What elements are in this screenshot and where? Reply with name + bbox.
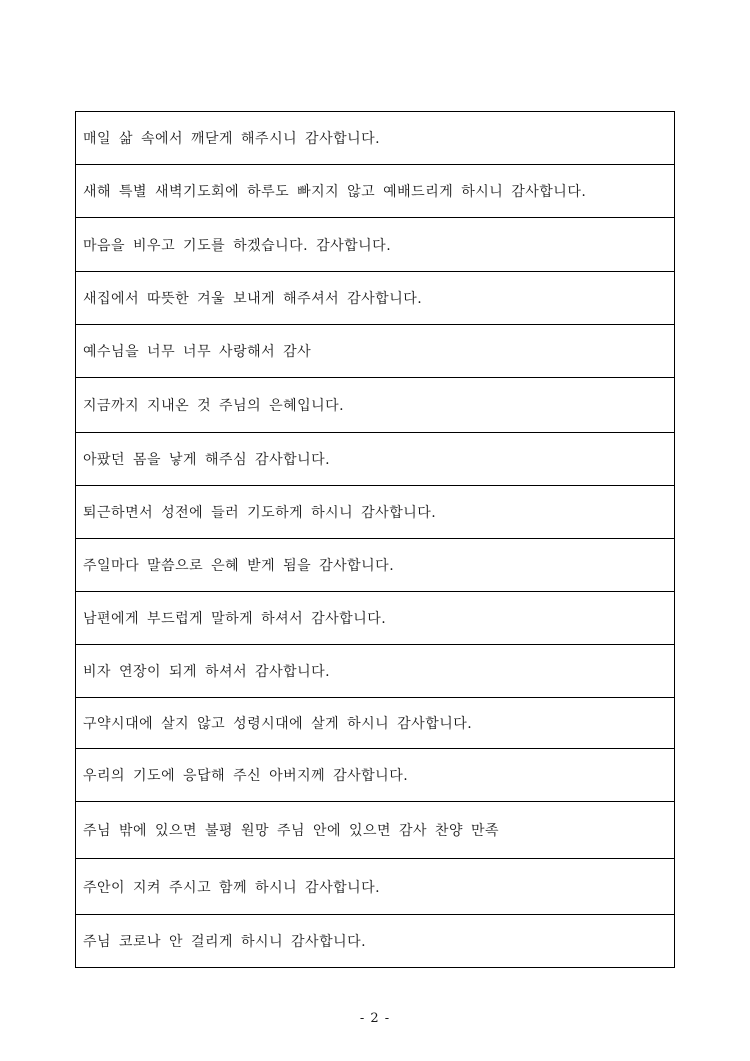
table-row (76, 539, 675, 592)
table-cell: 구약시대에 살지 않고 성령시대에 살게 하시니 감사합니다. (76, 698, 675, 749)
table-cell: 새집에서 따뜻한 겨울 보내게 해주셔서 감사합니다. (76, 272, 675, 325)
table-row (76, 802, 675, 859)
table-cell: 남편에게 부드럽게 말하게 하셔서 감사합니다. (76, 592, 675, 645)
table-row (76, 272, 675, 325)
table-cell: 우리의 기도에 응답해 주신 아버지께 감사합니다. (76, 749, 675, 802)
table-row (76, 378, 675, 433)
table-cell: 주님 코로나 안 걸리게 하시니 감사합니다. (76, 915, 675, 968)
table-cell: 주안이 지켜 주시고 함께 하시니 감사합니다. (76, 859, 675, 915)
table-cell: 아팠던 몸을 낳게 해주심 감사합니다. (76, 433, 675, 486)
table-row (76, 218, 675, 272)
table-cell: 주님 밖에 있으면 불평 원망 주님 안에 있으면 감사 찬양 만족 (76, 802, 675, 859)
table-row (76, 915, 675, 968)
table-row (76, 859, 675, 915)
table-cell: 주일마다 말씀으로 은혜 받게 됨을 감사합니다. (76, 539, 675, 592)
table-cell: 매일 삶 속에서 깨닫게 해주시니 감사합니다. (76, 112, 675, 165)
table-row (76, 592, 675, 645)
table-row (76, 749, 675, 802)
table-row (76, 645, 675, 698)
gratitude-table (75, 111, 675, 968)
table-cell: 퇴근하면서 성전에 들러 기도하게 하시니 감사합니다. (76, 486, 675, 539)
page-number: - 2 - (359, 1011, 391, 1026)
table-cell: 지금까지 지내온 것 주님의 은혜입니다. (76, 378, 675, 433)
table-cell: 예수님을 너무 너무 사랑해서 감사 (76, 325, 675, 378)
table-row (76, 325, 675, 378)
table-row (76, 698, 675, 749)
table-row (76, 165, 675, 218)
table-row (76, 486, 675, 539)
table-row (76, 112, 675, 165)
table-cell: 마음을 비우고 기도를 하겠습니다. 감사합니다. (76, 218, 675, 272)
table-row (76, 433, 675, 486)
table-cell: 새해 특별 새벽기도회에 하루도 빠지지 않고 예배드리게 하시니 감사합니다. (76, 165, 675, 218)
table-cell: 비자 연장이 되게 하셔서 감사합니다. (76, 645, 675, 698)
